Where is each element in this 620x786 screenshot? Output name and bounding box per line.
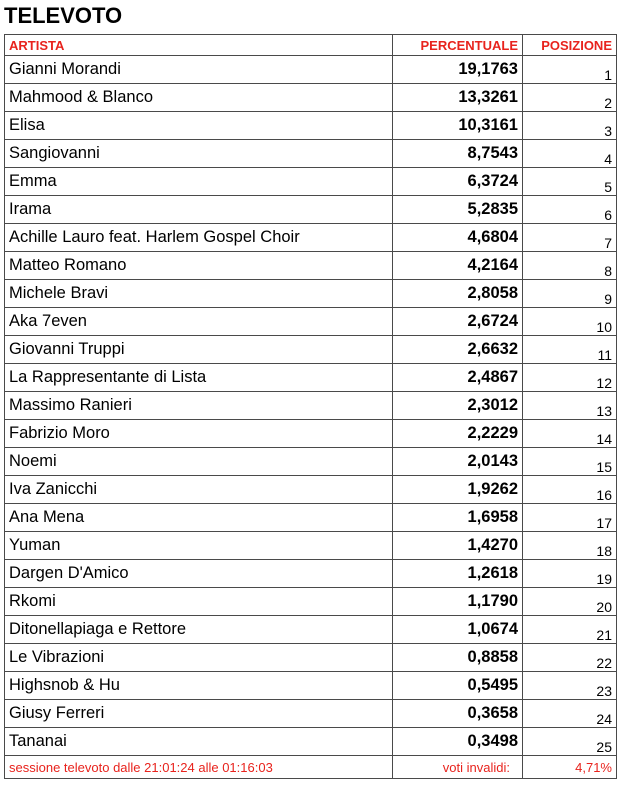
- cell-artist: Le Vibrazioni: [5, 644, 393, 672]
- cell-position: 18: [523, 532, 617, 560]
- cell-artist: Michele Bravi: [5, 280, 393, 308]
- cell-percent: 5,2835: [393, 196, 523, 224]
- cell-position: 17: [523, 504, 617, 532]
- cell-position: 4: [523, 140, 617, 168]
- table-row: [5, 448, 617, 476]
- cell-artist: Emma: [5, 168, 393, 196]
- table-row: [5, 280, 617, 308]
- cell-percent: 8,7543: [393, 140, 523, 168]
- cell-percent: 2,6632: [393, 336, 523, 364]
- table-row: [5, 308, 617, 336]
- cell-position: 22: [523, 644, 617, 672]
- table-row: [5, 252, 617, 280]
- table-footer-row: [5, 756, 617, 779]
- cell-position: 6: [523, 196, 617, 224]
- cell-artist: Sangiovanni: [5, 140, 393, 168]
- table-row: [5, 168, 617, 196]
- table-row: [5, 56, 617, 84]
- cell-artist: Giovanni Truppi: [5, 336, 393, 364]
- table-row: [5, 336, 617, 364]
- cell-position: 19: [523, 560, 617, 588]
- invalid-votes-value: 4,71%: [523, 756, 617, 779]
- cell-artist: Iva Zanicchi: [5, 476, 393, 504]
- cell-artist: Giusy Ferreri: [5, 700, 393, 728]
- cell-percent: 1,0674: [393, 616, 523, 644]
- cell-artist: Mahmood & Blanco: [5, 84, 393, 112]
- page-title: TELEVOTO: [4, 3, 123, 28]
- cell-percent: 2,2229: [393, 420, 523, 448]
- cell-position: 21: [523, 616, 617, 644]
- cell-percent: 0,8858: [393, 644, 523, 672]
- cell-percent: 1,1790: [393, 588, 523, 616]
- cell-position: 5: [523, 168, 617, 196]
- table-row: [5, 420, 617, 448]
- session-info: sessione televoto dalle 21:01:24 alle 01:16:03: [5, 756, 393, 779]
- cell-percent: 1,4270: [393, 532, 523, 560]
- invalid-votes-label: voti invalidi:: [393, 756, 523, 779]
- cell-artist: Highsnob & Hu: [5, 672, 393, 700]
- cell-percent: 2,8058: [393, 280, 523, 308]
- table-row: [5, 84, 617, 112]
- cell-percent: 2,3012: [393, 392, 523, 420]
- table-row: [5, 140, 617, 168]
- cell-position: 2: [523, 84, 617, 112]
- table-row: [5, 392, 617, 420]
- table-row: [5, 504, 617, 532]
- cell-position: 15: [523, 448, 617, 476]
- cell-artist: Dargen D'Amico: [5, 560, 393, 588]
- cell-position: 24: [523, 700, 617, 728]
- cell-percent: 2,6724: [393, 308, 523, 336]
- cell-position: 10: [523, 308, 617, 336]
- cell-artist: Rkomi: [5, 588, 393, 616]
- cell-percent: 6,3724: [393, 168, 523, 196]
- cell-percent: 0,3498: [393, 728, 523, 756]
- table-row: [5, 476, 617, 504]
- cell-position: 9: [523, 280, 617, 308]
- cell-percent: 2,4867: [393, 364, 523, 392]
- cell-position: 7: [523, 224, 617, 252]
- cell-artist: Yuman: [5, 532, 393, 560]
- cell-position: 3: [523, 112, 617, 140]
- table-row: [5, 672, 617, 700]
- cell-artist: Irama: [5, 196, 393, 224]
- table-row: [5, 728, 617, 756]
- table-row: [5, 196, 617, 224]
- cell-artist: Achille Lauro feat. Harlem Gospel Choir: [5, 224, 393, 252]
- table-row: [5, 616, 617, 644]
- cell-artist: La Rappresentante di Lista: [5, 364, 393, 392]
- table-row: [5, 364, 617, 392]
- cell-percent: 13,3261: [393, 84, 523, 112]
- table-row: [5, 532, 617, 560]
- cell-artist: Matteo Romano: [5, 252, 393, 280]
- cell-artist: Aka 7even: [5, 308, 393, 336]
- cell-percent: 4,6804: [393, 224, 523, 252]
- table-row: [5, 700, 617, 728]
- column-header-percent: PERCENTUALE: [393, 35, 523, 56]
- table-row: [5, 560, 617, 588]
- cell-position: 13: [523, 392, 617, 420]
- cell-artist: Ana Mena: [5, 504, 393, 532]
- column-header-position: POSIZIONE: [523, 35, 617, 56]
- cell-position: 25: [523, 728, 617, 756]
- cell-artist: Tananai: [5, 728, 393, 756]
- cell-artist: Massimo Ranieri: [5, 392, 393, 420]
- cell-position: 16: [523, 476, 617, 504]
- cell-position: 14: [523, 420, 617, 448]
- cell-artist: Noemi: [5, 448, 393, 476]
- cell-percent: 0,5495: [393, 672, 523, 700]
- cell-percent: 0,3658: [393, 700, 523, 728]
- cell-percent: 19,1763: [393, 56, 523, 84]
- cell-artist: Gianni Morandi: [5, 56, 393, 84]
- cell-percent: 4,2164: [393, 252, 523, 280]
- cell-percent: 2,0143: [393, 448, 523, 476]
- cell-percent: 1,6958: [393, 504, 523, 532]
- televoto-table: [4, 34, 617, 779]
- column-header-artist: ARTISTA: [5, 35, 393, 56]
- cell-position: 20: [523, 588, 617, 616]
- cell-position: 1: [523, 56, 617, 84]
- cell-percent: 10,3161: [393, 112, 523, 140]
- table-row: [5, 644, 617, 672]
- cell-position: 23: [523, 672, 617, 700]
- cell-percent: 1,2618: [393, 560, 523, 588]
- cell-artist: Elisa: [5, 112, 393, 140]
- cell-artist: Fabrizio Moro: [5, 420, 393, 448]
- cell-position: 11: [523, 336, 617, 364]
- cell-position: 12: [523, 364, 617, 392]
- cell-percent: 1,9262: [393, 476, 523, 504]
- table-header-row: [5, 35, 617, 56]
- cell-position: 8: [523, 252, 617, 280]
- cell-artist: Ditonellapiaga e Rettore: [5, 616, 393, 644]
- table-row: [5, 588, 617, 616]
- table-row: [5, 224, 617, 252]
- table-row: [5, 112, 617, 140]
